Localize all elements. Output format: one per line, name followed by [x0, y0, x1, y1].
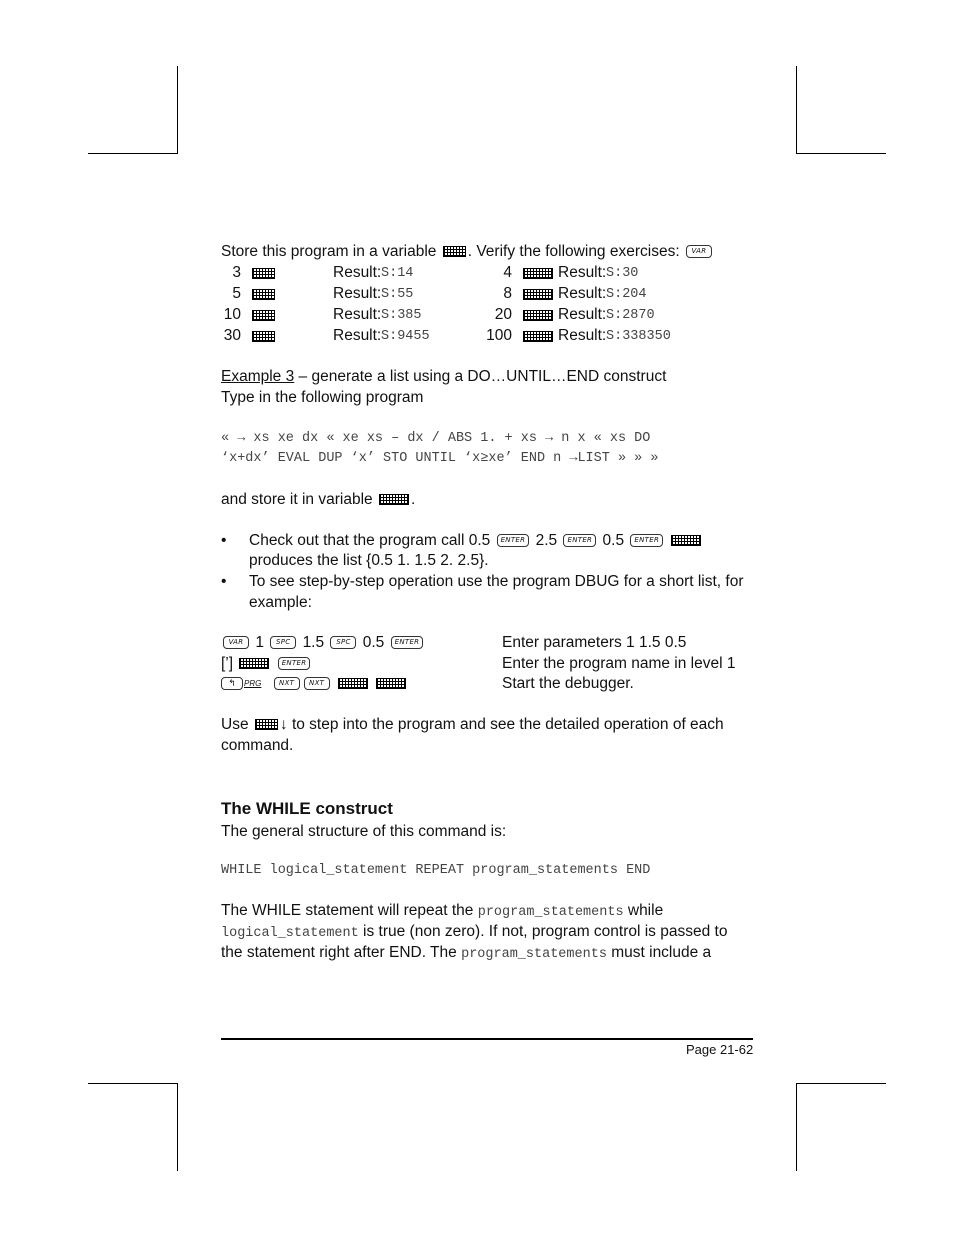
intro-text: . Verify the following exercises: — [467, 243, 680, 260]
exercise-n: 20 — [494, 306, 512, 323]
softkey-icon — [252, 310, 275, 321]
crop-mark — [796, 1083, 886, 1084]
paragraph-text: The WHILE statement will repeat the — [221, 902, 474, 919]
crop-mark — [88, 153, 178, 154]
syntax-code: WHILE logical_statement REPEAT program_statements END — [221, 863, 651, 878]
while-paragraph-line — [221, 923, 727, 941]
result-value: S:204 — [606, 287, 647, 302]
intro-line — [221, 243, 714, 261]
result-label: Result: — [333, 327, 382, 344]
result-label: Result: — [333, 264, 382, 281]
inline-code: program_statements — [477, 905, 624, 920]
enter-key-icon: ENTER — [563, 534, 596, 547]
result-value: S:9455 — [381, 329, 430, 344]
result-label: Result: — [558, 264, 607, 281]
result-value: S:338350 — [606, 329, 671, 344]
exercise-n: 5 — [232, 285, 241, 302]
crop-mark — [796, 1083, 797, 1171]
left-shift-icon: ↰ — [221, 677, 243, 690]
step-key-text: 0.5 — [362, 634, 385, 651]
paragraph-text: the statement right after END. The — [221, 944, 457, 961]
enter-key-icon: ENTER — [391, 636, 424, 649]
enter-key-icon: ENTER — [630, 534, 663, 547]
softkey-icon — [523, 310, 553, 321]
use-text: to step into the program and see the detailed operation of each — [287, 716, 724, 733]
footer-rule — [221, 1038, 753, 1040]
crop-mark — [796, 66, 797, 154]
crop-mark — [177, 66, 178, 154]
result-label: Result: — [558, 306, 607, 323]
section-heading: The WHILE construct — [221, 799, 393, 818]
softkey-icon — [239, 658, 269, 669]
inline-code: logical_statement — [221, 926, 359, 941]
softkey-icon — [252, 289, 275, 300]
intro-text: Store this program in a variable — [221, 243, 437, 260]
example3-title — [221, 368, 666, 386]
use-text: Use — [221, 716, 249, 733]
bullet-text: 0.5 — [602, 532, 625, 549]
nxt-key-icon: NXT — [304, 677, 330, 690]
softkey-icon — [252, 331, 275, 342]
spc-key-icon: SPC — [330, 636, 356, 649]
result-value: S:55 — [381, 287, 414, 302]
step-keys — [221, 675, 408, 693]
example-desc: – generate a list using a DO…UNTIL…END construct — [294, 368, 667, 385]
exercise-n: 3 — [232, 264, 241, 281]
result-label: Result: — [333, 306, 382, 323]
result-value: S:2870 — [606, 308, 655, 323]
use-text: command. — [221, 737, 294, 754]
var-key-icon: VAR — [223, 636, 249, 649]
crop-mark — [177, 1083, 178, 1171]
softkey-icon — [379, 494, 409, 505]
bullet-icon: • — [221, 532, 227, 549]
page-number: Page 21-62 — [686, 1042, 754, 1057]
step-desc: Enter parameters 1 1.5 0.5 — [502, 634, 687, 651]
softkey-icon — [523, 289, 553, 300]
result-value: S:30 — [606, 266, 639, 281]
bullet-text: example: — [249, 594, 312, 611]
code-line: ‘x+dx’ EVAL DUP ‘x’ STO UNTIL ‘x≥xe’ END n →LIST » » » — [221, 451, 659, 466]
type-in-text: Type in the following program — [221, 389, 424, 406]
while-paragraph-line — [221, 944, 711, 962]
spc-key-icon: SPC — [270, 636, 296, 649]
inline-code: program_statements — [461, 947, 607, 962]
enter-key-icon: ENTER — [278, 657, 311, 670]
step-desc: Start the debugger. — [502, 675, 634, 692]
result-label: Result: — [558, 285, 607, 302]
example-label: Example 3 — [221, 368, 295, 385]
softkey-icon — [443, 246, 466, 257]
step-key-text: 1.5 — [302, 634, 325, 651]
code-line: « → xs xe dx « xe xs – dx / ABS 1. + xs → n x « xs DO — [221, 431, 651, 446]
result-value: S:385 — [381, 308, 422, 323]
store-text: and store it in variable — [221, 491, 373, 508]
var-key-icon: VAR — [686, 245, 712, 258]
use-line — [221, 716, 724, 734]
softkey-icon — [255, 719, 278, 730]
bullet-text: To see step-by-step operation use the program DBUG for a short list, for — [249, 573, 744, 590]
paragraph-text: while — [623, 902, 664, 919]
store-line — [221, 491, 415, 509]
exercise-n: 8 — [503, 285, 512, 302]
softkey-icon — [671, 535, 701, 546]
paragraph-text: is true (non zero). If not, program control is passed to — [358, 923, 728, 940]
bullet-text: Check out that the program call 0.5 — [249, 532, 491, 549]
crop-mark — [88, 1083, 178, 1084]
step-key-text: 1 — [255, 634, 264, 651]
softkey-icon — [376, 678, 406, 689]
softkey-icon — [252, 268, 275, 279]
softkey-icon — [523, 268, 553, 279]
step-desc: Enter the program name in level 1 — [502, 655, 736, 672]
nxt-key-icon: NXT — [274, 677, 300, 690]
softkey-icon — [523, 331, 553, 342]
bullet-item — [249, 532, 703, 550]
enter-key-icon: ENTER — [497, 534, 530, 547]
exercise-n: 30 — [223, 327, 241, 344]
while-paragraph-line — [221, 902, 663, 920]
step-keys — [221, 634, 425, 652]
down-arrow-icon: ↓ — [279, 716, 288, 733]
general-text: The general structure of this command is: — [221, 823, 507, 840]
store-text: . — [410, 491, 416, 508]
softkey-icon — [338, 678, 368, 689]
exercise-n: 4 — [503, 264, 512, 281]
prg-key-label: PRG — [244, 679, 262, 689]
result-value: S:14 — [381, 266, 414, 281]
exercise-n: 100 — [486, 327, 512, 344]
step-key-text: [’] — [221, 655, 234, 672]
result-label: Result: — [558, 327, 607, 344]
result-label: Result: — [333, 285, 382, 302]
bullet-text: 2.5 — [535, 532, 558, 549]
exercise-n: 10 — [223, 306, 241, 323]
step-keys — [221, 655, 312, 673]
paragraph-text: must include a — [606, 944, 712, 961]
bullet-icon: • — [221, 573, 227, 590]
crop-mark — [796, 153, 886, 154]
bullet-text: produces the list {0.5 1. 1.5 2. 2.5}. — [249, 552, 489, 569]
